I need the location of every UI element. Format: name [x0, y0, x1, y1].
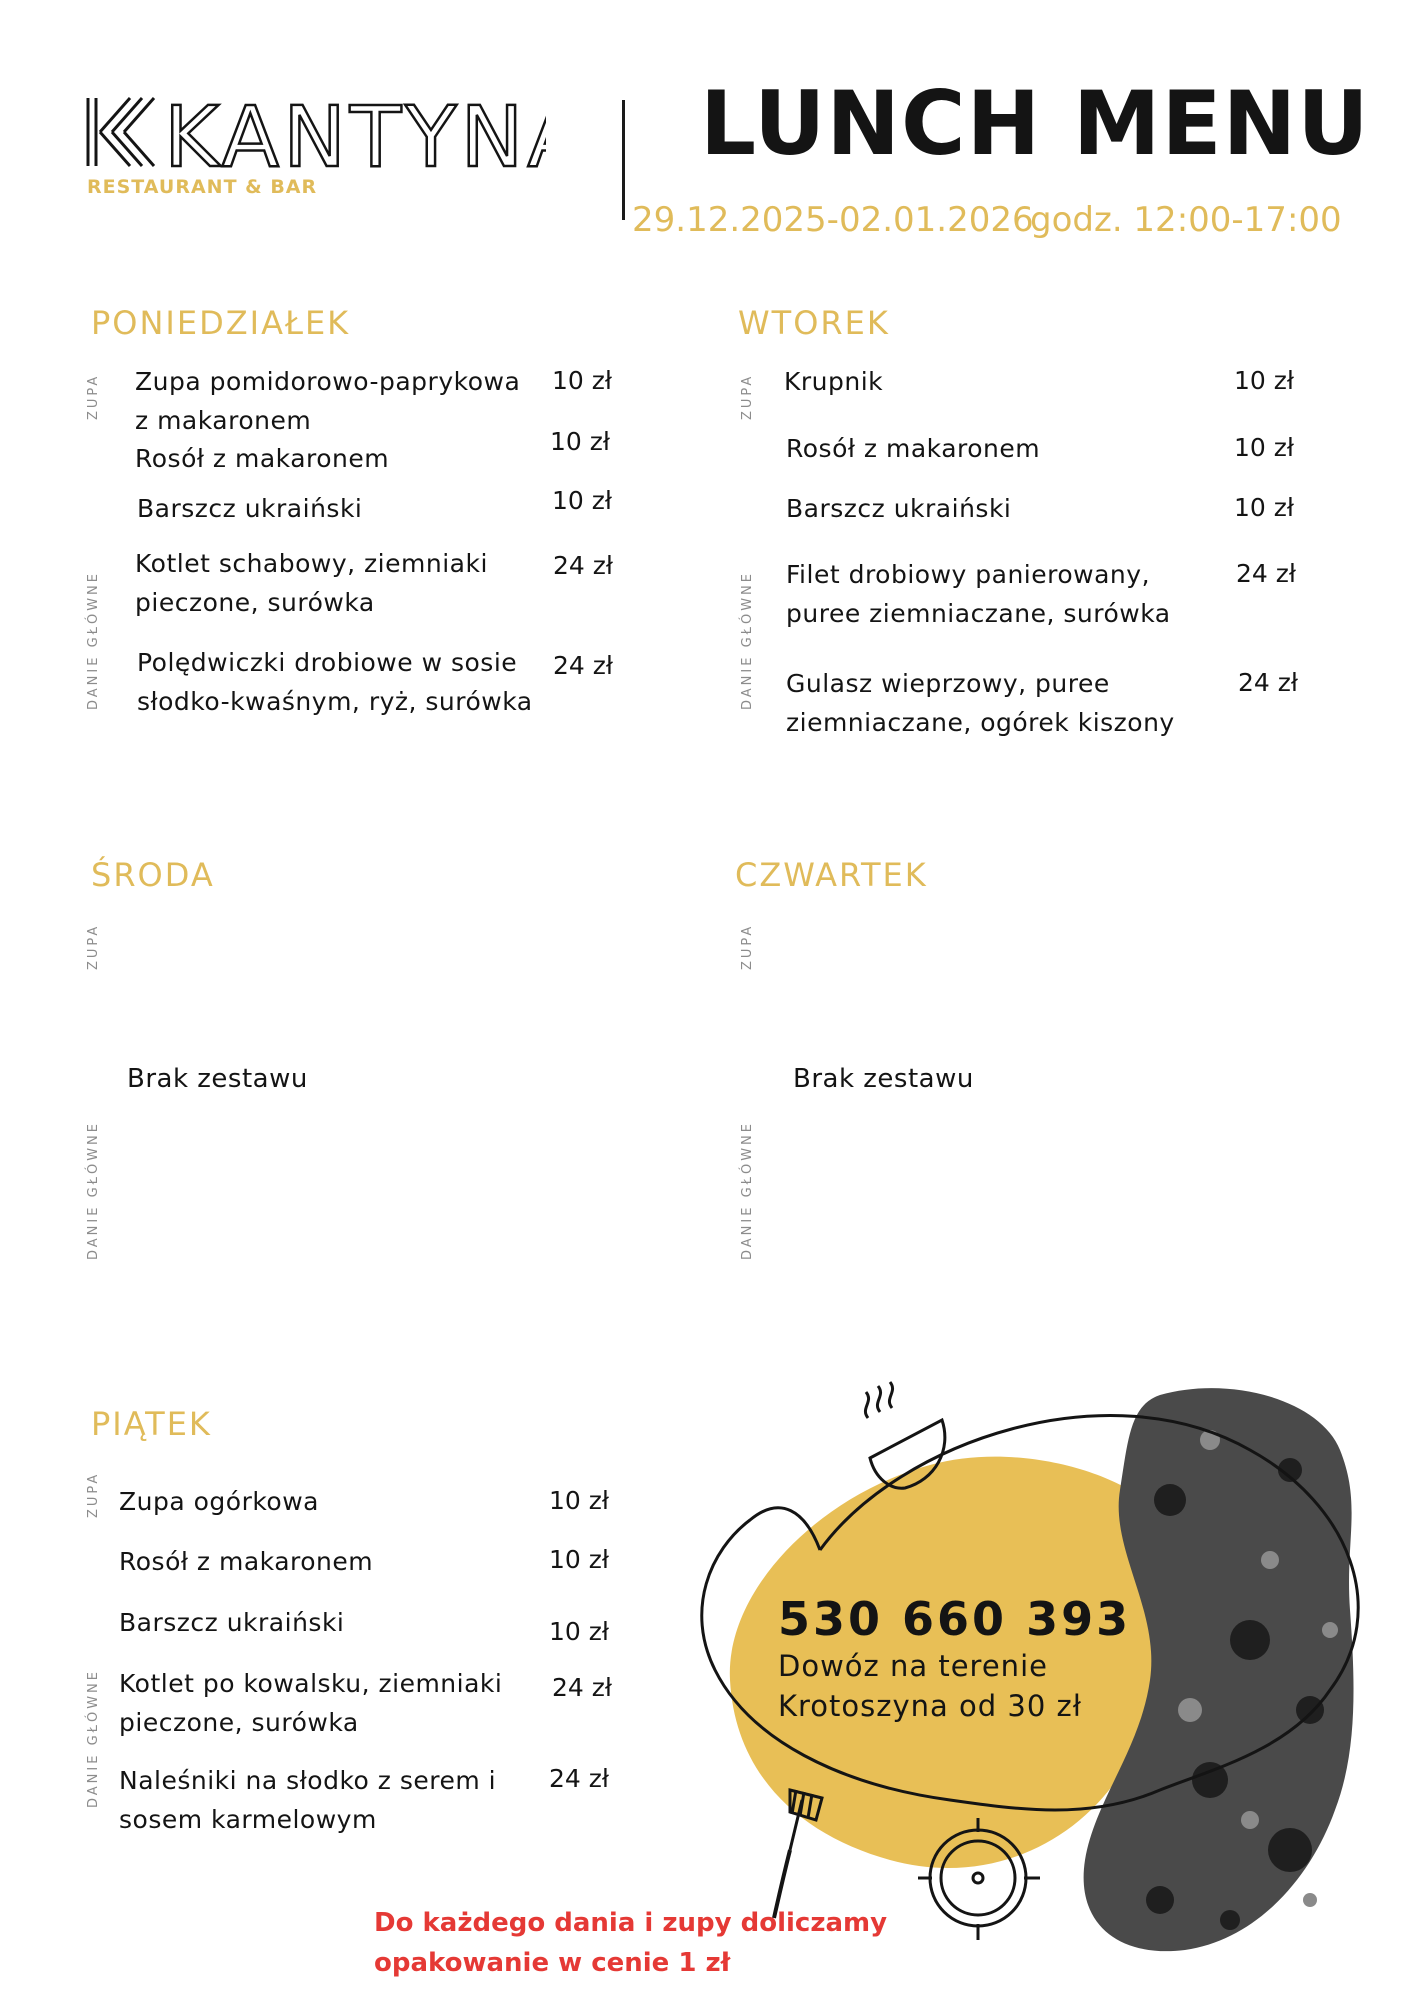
delivery-info: Dowóz na terenie Krotoszyna od 30 zł: [778, 1649, 1082, 1723]
day-heading-thursday: CZWARTEK: [735, 856, 928, 894]
menu-item: Kotlet schabowy, ziemniaki pieczone, surówka: [135, 549, 488, 617]
day-heading-wednesday: ŚRODA: [91, 856, 215, 894]
packaging-note: Do każdego dania i zupy doliczamy opakowanie w cenie 1 zł: [374, 1908, 888, 1978]
menu-item-price: 10 zł: [549, 1486, 609, 1515]
menu-item: Gulasz wieprzowy, puree ziemniaczane, ogórek kiszony: [786, 669, 1175, 737]
menu-item: Barszcz ukraiński: [137, 494, 363, 523]
menu-item: Barszcz ukraiński: [786, 494, 1012, 523]
no-menu-text: Brak zestawu: [127, 1064, 308, 1094]
menu-item-price: 10 zł: [549, 1545, 609, 1574]
menu-item-price: 24 zł: [552, 1673, 612, 1702]
menu-item: Barszcz ukraiński: [119, 1608, 345, 1637]
category-label-soup: ZUPA: [740, 923, 755, 970]
menu-item-price: 10 zł: [549, 1617, 609, 1646]
menu-item-price: 24 zł: [1238, 668, 1298, 697]
menu-item-price: 10 zł: [552, 366, 612, 395]
menu-item-price: 24 zł: [553, 651, 613, 680]
day-heading-tuesday: WTOREK: [738, 304, 890, 342]
menu-item: Rosół z makaronem: [119, 1547, 374, 1576]
menu-item: Filet drobiowy panierowany, puree ziemniaczane, surówka: [786, 560, 1171, 628]
menu-item-price: 10 zł: [552, 486, 612, 515]
menu-item-price: 10 zł: [1234, 493, 1294, 522]
bowl-icon: [865, 1382, 944, 1488]
opening-hours: godz. 12:00-17:00: [1030, 200, 1342, 240]
header-divider: [622, 100, 625, 220]
menu-item-price: 10 zł: [1234, 433, 1294, 462]
menu-item: Rosół z makaronem: [135, 444, 390, 473]
category-label-soup: ZUPA: [86, 1471, 101, 1518]
day-heading-monday: PONIEDZIAŁEK: [91, 304, 351, 342]
menu-dates: 29.12.2025-02.01.2026: [632, 200, 1034, 240]
delivery-phone[interactable]: 530 660 393: [778, 1592, 1132, 1646]
page-title: LUNCH MENU: [700, 72, 1370, 175]
menu-item-price: 24 zł: [549, 1764, 609, 1793]
menu-item-price: 10 zł: [550, 427, 610, 456]
menu-item: Zupa ogórkowa: [119, 1487, 319, 1516]
menu-item-price: 24 zł: [553, 551, 613, 580]
kantyna-logo: [86, 94, 546, 170]
svg-text:KANTYNA: KANTYN: [164, 94, 528, 170]
category-label-soup: ZUPA: [740, 373, 755, 420]
menu-item: Kotlet po kowalsku, ziemniaki pieczone, surówka: [119, 1669, 503, 1737]
category-label-main: DANIE GŁÓWNE: [86, 1121, 101, 1260]
category-label-main: DANIE GŁÓWNE: [86, 1669, 101, 1808]
menu-item: Rosół z makaronem: [786, 434, 1041, 463]
menu-item: Polędwiczki drobiowe w sosie słodko-kwaśnym, ryż, surówka: [137, 648, 533, 716]
menu-item-price: 24 zł: [1236, 559, 1296, 588]
menu-item: Zupa pomidorowo-paprykowa z makaronem: [135, 367, 521, 435]
category-label-main: DANIE GŁÓWNE: [740, 571, 755, 710]
category-label-soup: ZUPA: [86, 923, 101, 970]
menu-item-price: 10 zł: [1234, 366, 1294, 395]
day-heading-friday: PIĄTEK: [91, 1405, 212, 1443]
menu-item: Naleśniki na słodko z serem i sosem karmelowym: [119, 1766, 497, 1834]
logo-subtitle: RESTAURANT & BAR: [87, 176, 318, 198]
logo-wordmark: [86, 94, 546, 170]
category-label-main: DANIE GŁÓWNE: [740, 1121, 755, 1260]
no-menu-text: Brak zestawu: [793, 1064, 974, 1094]
category-label-main: DANIE GŁÓWNE: [86, 571, 101, 710]
category-label-soup: ZUPA: [86, 373, 101, 420]
menu-item: Krupnik: [784, 367, 884, 396]
